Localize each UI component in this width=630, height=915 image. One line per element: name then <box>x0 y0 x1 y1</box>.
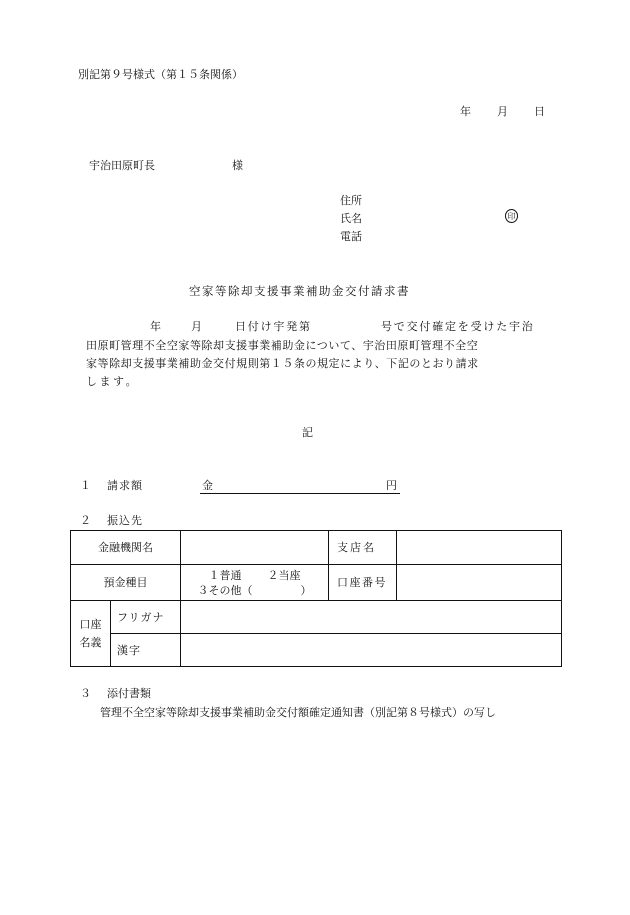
table-row <box>71 634 562 667</box>
table-row <box>71 565 562 601</box>
account-type-option-checking[interactable]: ２当座 <box>267 568 301 582</box>
addressee-honorific: 様 <box>232 159 243 172</box>
body-date-prefix: 日付け宇発第 <box>235 320 312 333</box>
body-line3: 家等除却支援事業補助金交付規則第１５条の規定により、下記のとおり請求 <box>86 357 479 370</box>
account-type-option-ordinary[interactable]: １普通 <box>208 568 242 582</box>
section2-number: ２ <box>80 514 91 527</box>
bank-name-label: 金融機関名 <box>71 531 181 565</box>
address-label: 住所 <box>340 194 362 207</box>
branch-label: 支店名 <box>329 531 397 565</box>
account-type-label: 預金種目 <box>71 565 181 601</box>
kanji-field[interactable] <box>181 634 562 667</box>
addressee-name: 宇治田原町長 <box>89 159 155 172</box>
date-month-label: 月 <box>497 105 508 118</box>
furigana-field[interactable] <box>181 601 562 634</box>
section2-label: 振込先 <box>107 514 143 527</box>
ki-heading: 記 <box>302 426 313 439</box>
date-day-label: 日 <box>534 105 545 118</box>
form-id: 別記第９号様式（第１５条関係） <box>78 68 243 81</box>
account-type-option-other[interactable]: ３その他（ <box>197 583 253 597</box>
table-row <box>71 601 562 634</box>
body-line2: 田原町管理不全空家等除却支援事業補助金について、宇治田原町管理不全空 <box>86 339 479 352</box>
amount-field[interactable] <box>200 493 400 494</box>
document-title: 空家等除却支援事業補助金交付請求書 <box>189 284 410 298</box>
account-number-field[interactable] <box>397 565 562 601</box>
body-year: 年 <box>150 320 161 333</box>
body-line4: します。 <box>86 375 140 388</box>
attachment-description: 管理不全空家等除却支援事業補助金交付額確定通知書（別記第８号様式）の写し <box>100 706 496 719</box>
bank-name-field[interactable] <box>181 531 329 565</box>
seal-mark: 印 <box>505 209 518 223</box>
phone-label: 電話 <box>340 230 362 243</box>
amount-prefix: 金 <box>202 479 213 492</box>
body-number-suffix: 号で交付確定を受けた宇治 <box>381 320 535 333</box>
section1-label: 請求額 <box>107 479 143 492</box>
name-label: 氏名 <box>340 212 362 225</box>
kanji-label: 漢字 <box>111 634 181 667</box>
furigana-label: フリガナ <box>111 601 181 634</box>
account-holder-label-line1: 口座 <box>79 617 102 631</box>
branch-field[interactable] <box>397 531 562 565</box>
table-row <box>71 531 562 565</box>
bank-account-table <box>70 530 562 667</box>
section1-number: １ <box>80 479 91 492</box>
account-number-label: 口座番号 <box>329 565 397 601</box>
date-year-label: 年 <box>460 105 471 118</box>
account-type-option-other-close: ） <box>300 583 312 597</box>
section3-label: 添付書類 <box>107 687 151 700</box>
account-type-options[interactable] <box>181 565 329 601</box>
amount-suffix: 円 <box>386 479 397 492</box>
section3-number: ３ <box>80 687 91 700</box>
body-month: 月 <box>191 320 202 333</box>
account-holder-label-line2: 名義 <box>79 635 102 649</box>
account-holder-label <box>71 601 111 667</box>
